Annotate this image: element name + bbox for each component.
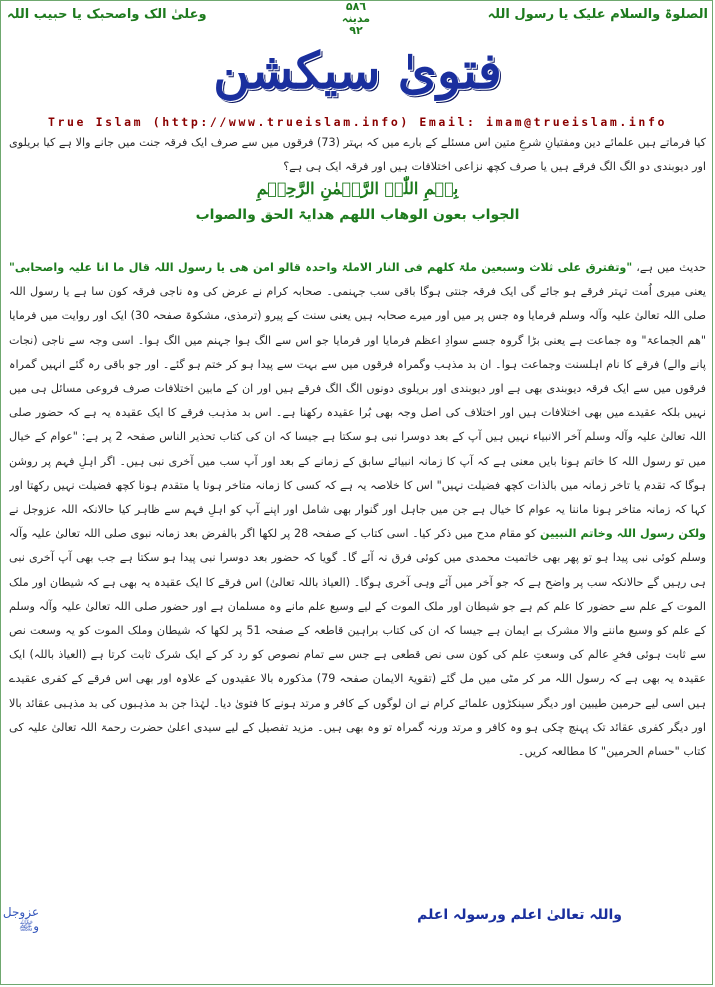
salam-left: وعلیٰ الک واصحبک یا حبیب اللہ [7,7,207,22]
fatwa-number-line3: ٩٢ [349,24,363,37]
page-title: فتویٰ سیکشن [213,41,502,100]
fatwa-number-line1: ۵۸٦ [345,0,367,13]
answer-heading: الجواب بعون الوھاب اللھم ھدایۃ الحق والصواب [195,207,520,223]
fatwa-number-line2: مدینہ [341,12,371,25]
contact-line: True Islam (http://www.trueislam.info) Email: imam@trueislam.info [47,115,668,129]
ayah-quote: ولکن رسول اللہ وخاتم النبیین [540,527,706,541]
closing-line: واللہ تعالیٰ اعلم ورسولہ اعلم [417,907,622,923]
hadith-quote: "وتفترق علی ثلاث وسبعین ملۃ کلھم فی النار الاملۃ واحدہ قالو امن ھی یا رسول اللہ قال ما انا علیہ واصحابی" [9,261,633,274]
question-text: کیا فرماتے ہیں علمائے دین ومفتیانِ شرعِ متین اس مسئلے کے بارے میں کہ بہتر (73) فرقوں میں سے صرف ایک فرقہ جنت میں جانے والا ہے کیا بریلوی اور دیوبندی دو الگ الگ فرقے ہیں یا صرف کچھ نزاعی اختلافات ہیں اور فرقہ ایک ہی ہے؟ [9,136,706,174]
header-bar [1,0,714,37]
answer-intro: حدیث میں ہے، [636,261,706,274]
answer-body-2: کو مقام مدح میں ذکر کیا۔ اسی کتاب کے صفحہ 28 پر لکھا اگر بالفرض بعد زمانہ نبوی صلی اللہ تعالیٰ علیہ وآلہ وسلم کوئی نبی پیدا ہو تو پھر بھی خاتمیت محمدی میں کوئی فرق نہ آئے گا۔ گویا کہ حضور بعد دوسرا نبی پیدا ہو سکتا ہے جب بھی آپ آخری نبی ہی رہیں گے حالانکہ سب پر واضح ہے کہ جو آخر میں آئے وہی آخری ہوگا۔ (العیاذ باللہ تعالیٰ) اس فرقے کا ایک عقیدہ یہ بھی ہے کہ شیطان اور ملک الموت کے علم سے حضور کا علم کم ہے جو شیطان اور ملک الموت کے لیے وسیع علم مانے وہ مسلمان ہے اور حضور صلی اللہ تعالیٰ علیہ وآلہ وسلم کے علم کو وسیع ماننے والا مشرک بے ایمان ہے جیسا کہ ان کی کتاب براہین قاطعہ کے صفحہ 51 پر لکھا کہ شیطان وملک الموت کو یہ وسعت نص سے ثابت ہوئی فخرِ عالم کی وسعتِ علم کی کون سی نص قطعی ہے جس سے تمام نصوص کو رد کر کے ایک شرک ثابت کرتا ہے (العیاذ باللہ) ایک عقیدہ یہ بھی ہے کہ رسول اللہ مر کر مٹی میں مل گئے (تقویۃ الایمان صفحہ 79) مذکورہ بالا عقیدوں کے علاوہ اور بھی اس فرقے کے کفری عقیدے ہیں اسی لیے حرمین طیبین اور دیگر سینکڑوں علمائے کرام نے ان لوگوں کے کافر و مرتد ہونے کا فتویٰ دیا۔ لہٰذا جن بد مذہبوں کی بد مذہبی عقائد بالا اور دیگر کفری عقائد تک پہنچ چکی ہو وہ کافر و مرتد ورنہ گمراہ تو وہ بھی ہیں۔ مزید تفصیل کے لیے سیدی اعلیٰ حضرت رحمۃ اللہ تعالیٰ علیہ کی کتاب "حسام الحرمین" کا مطالعہ کریں۔ [9,527,706,759]
seal-glyph: عزوجل وﷺ [2,905,39,933]
bismillah: بِسۡمِ اللّٰہِ الرَّحۡمٰنِ الرَّحِیۡمِ [256,179,459,198]
answer-text [9,256,706,906]
fatwa-number [331,1,381,37]
salam-right: الصلوۃ والسلام علیک یا رسول اللہ [487,7,708,22]
answer-body: یعنی میری اُمت تہتر فرقے ہو جائے گی ایک فرقہ جنتی ہوگا باقی سب جہنمی۔ صحابہ کرام نے عرض کی وہ ناجی فرقہ کون سا ہے یا رسول اللہ صلی اللہ تعالیٰ علیہ وآلہ وسلم فرمایا وہ جس پر میں اور میرے صحابہ ہیں یعنی سنت کے پیرو (ترمذی، مشکوۃ صفحہ 30) ایک اور روایت میں فرمایا "ھم الجماعۃ" وہ جماعت ہے یعنی بڑا گروہ جسے سوادِ اعظم فرمایا اور فرمایا جو اس سے الگ ہوا جہنم میں الگ ہوا۔ اسی وجہ سے ناجی (نجات پانے والے) فرقے کا نام اہلسنت وجماعت ہوا۔ ان بد مذہب وگمراہ فرقوں میں سے بہت سے پیدا ہو کر ختم ہو گئے۔ اور جو باقی رہ گئے انہیں گمراہ فرقوں میں سے ایک فرقہ دیوبندی بھی ہے اور دیوبندی اور بریلوی دونوں الگ الگ فرقے ہیں اور ان کے مابین اختلافات صرف فروعی مسائل ہی میں نہیں بلکہ عقیدے میں بھی اختلافات ہیں اور اختلاف کی اصل وجہ بھی بُرا عقیدہ رکھنا ہے۔ اس بد مذہب فرقے کا ایک عقیدہ یہ ہے کہ حضور صلی اللہ تعالیٰ علیہ وآلہ وسلم آخر الانبیاء نہیں ہیں آپ کے بعد دوسرا نبی ہو سکتا ہے جیسا کہ ان کی کتاب تحذیر الناس صفحہ 2 پر ہے: "عوام کے خیال میں تو رسول اللہ کا خاتم ہونا بایں معنی ہے کہ آپ کا زمانہ انبیائے سابق کے زمانے کے بعد اور آپ سب میں آخری نبی ہیں۔ اگر اہلِ فہم پر روشن ہوگا کہ تقدم یا تاخر زمانہ میں بالذات کچھ فضیلت نہیں" اس کا خلاصہ یہ ہے کہ کسی کا زمانہ متاخر ہونا یا متقدم ہونا کچھ فضیلت نہیں رکھتا اور کہا کہ زمانہ متاخر ہونا ماننا یہ عوام کا خیال ہے جن میں جاہل اور گنوار بھی شامل اور اپنے آپ کو اہلِ فہم سے ظاہر کیا حالانکہ اللہ عزوجل نے [9,285,706,517]
